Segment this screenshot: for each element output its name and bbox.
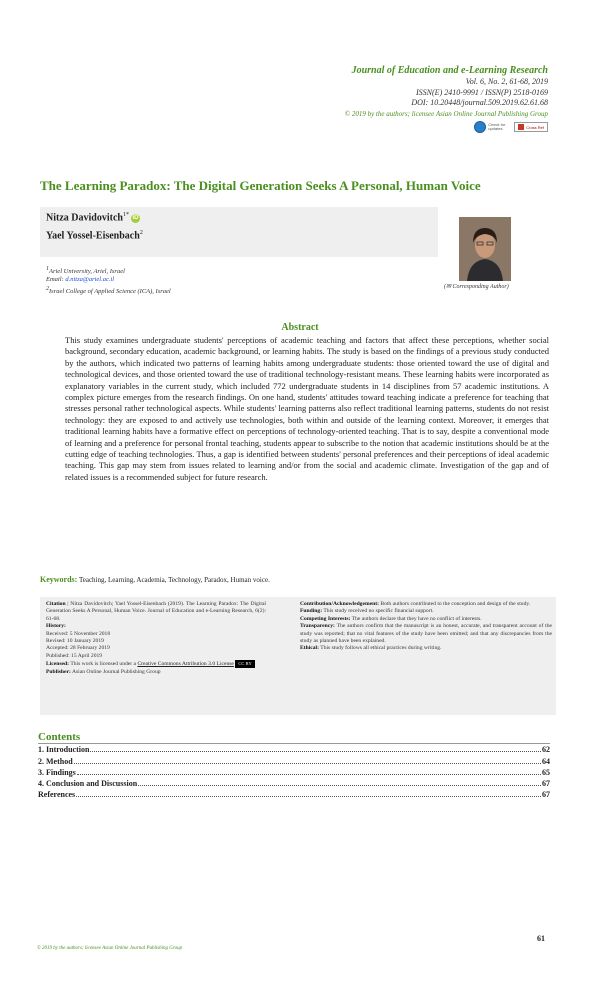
toc-leader — [76, 796, 541, 797]
affiliation-1-text: Ariel University, Ariel, Israel — [49, 268, 125, 276]
toc-item[interactable] — [38, 745, 550, 754]
funding-text: This study received no specific financial support. — [323, 608, 434, 615]
transparency — [300, 623, 552, 645]
toc-item-page: 67 — [542, 779, 550, 788]
history-label — [46, 623, 266, 630]
affiliation-2-text: Israel College of Applied Science (ICA), Israel — [49, 288, 171, 296]
paper-title: The Learning Paradox: The Digital Generation Seeks A Personal, Human Voice — [40, 178, 481, 193]
citation-text: | Nitza Davidovitch; Yael Yossel-Eisenbach (2019). The Learning Paradox: The Digital Generation Seeks A Personal, Human Voice. Journal of Education and e-Learning Research, 6(2): 61-68. — [46, 601, 266, 622]
keywords-label: Keywords: — [40, 575, 78, 584]
keywords-text: Teaching, Learning, Academia, Technology, Paradox, Human voice. — [78, 576, 270, 584]
toc-item-page: 67 — [542, 790, 550, 799]
check-updates-badge[interactable] — [474, 121, 506, 133]
crossref-label: Cross Ref — [526, 124, 544, 130]
check-updates-label: Check for updates — [488, 122, 506, 131]
corresponding-note: (✉ Corresponding Author) — [444, 284, 509, 290]
email-label: Email: — [46, 276, 64, 283]
competing-text: The authors declare that they have no conflict of interests. — [351, 615, 482, 622]
toc-item-label: 2. Method — [38, 757, 73, 766]
citation — [46, 601, 266, 623]
toc-item[interactable] — [38, 768, 550, 777]
toc-item-label: 4. Conclusion and Discussion — [38, 779, 138, 788]
crossref-badge[interactable] — [514, 122, 548, 132]
competing-label: Competing Interests: — [300, 615, 351, 622]
keywords — [40, 575, 560, 584]
journal-license: © 2019 by the authors; licensee Asian Online Journal Publishing Group — [344, 109, 548, 118]
journal-issn: ISSN(E) 2410-9991 / ISSN(P) 2518-0169 — [416, 87, 548, 97]
revised-date: Revised: 10 January 2019 — [46, 638, 104, 645]
toc-item[interactable] — [38, 790, 550, 799]
toc-leader — [74, 763, 541, 764]
licensed-label: Licensed: — [46, 661, 69, 668]
header-badges — [474, 121, 548, 133]
published-date: Published: 15 April 2019 — [46, 652, 103, 659]
history-label-text: History: — [46, 623, 66, 630]
toc-leader — [138, 785, 541, 786]
journal-doi[interactable]: DOI: 10.20448/journal.509.2019.62.61.68 — [411, 98, 548, 107]
license-link[interactable]: Creative Commons Attribution 3.0 License — [137, 661, 234, 668]
licensed-text: This work is licensed under a — [70, 661, 137, 668]
license-line — [46, 660, 266, 668]
toc-item-label: 3. Findings — [38, 768, 76, 777]
cc-by-badge[interactable]: CC BY — [235, 660, 254, 667]
footer-license: © 2019 by the authors; licensee Asian Online Journal Publishing Group — [37, 946, 183, 951]
accepted-date: Accepted: 28 February 2019 — [46, 645, 110, 652]
publisher-line — [46, 669, 266, 676]
ethical — [300, 645, 552, 652]
author-1-name: Nitza Davidovitch — [46, 212, 123, 224]
author-photo — [459, 217, 511, 281]
toc-leader — [90, 751, 541, 752]
affiliation-2: $^2$Israel College of Applied Science (ICA), Israel — [46, 286, 171, 296]
toc-item-page: 64 — [542, 757, 550, 766]
journal-title: Journal of Education and e-Learning Research — [351, 65, 548, 76]
ethical-label: Ethical: — [300, 645, 319, 652]
citation-label: Citation — [46, 601, 66, 607]
toc-item[interactable] — [38, 779, 550, 788]
contents-divider — [38, 743, 550, 744]
funding-label: Funding: — [300, 608, 323, 615]
abstract-text: This study examines undergraduate students' perceptions of academic teaching and factors that affect these perceptions, whether social background, secondary education, academic background, or learning habits. The study is based on the findings of a previous study conducted by the authors, which indicated two patterns of learning habits among undergraduate students: those oriented toward the use of digital and technological devices, and those oriented toward the use of traditional technology-resistant means. These learning habits were incorporated as explanatory variables in the current study, which included 772 undergraduate students in 14 disciplines from 57 academic institutions. A complex picture emerges from the research findings. On one hand, students' attitudes toward teaching indicate a preference for teaching that stresses personal rather technological aspects. While students' learning patterns also reflect traditional learning patterns, students do not resist technology: they are exposed to and actively use technologies, both within and outside of the learning context. Moreover, it emerges that traditional learning habits have a formative effect on perceptions of technology-oriented teaching. That is to say, despite a conventional mode of learning and a preference for personal frontal teaching, students appear to subscribe to the notion that academic institutions should be at the cutting edge of teaching technologies. Thus, a gap is identified between students' personal preferences and their perceptions of ideal academic teaching. This gap may stem from issues related to learning and/or from the social and academic climate. Investigation of the gap and of related issues is a recommended subject for future research. — [65, 335, 549, 482]
contents-heading: Contents — [38, 731, 81, 743]
author-2-sup: 2 — [139, 230, 143, 236]
email-link[interactable]: d.nitza@ariel.ac.il — [65, 276, 115, 283]
toc-item-label: References — [38, 790, 76, 799]
email-line — [46, 276, 114, 283]
toc-item-page: 62 — [542, 745, 550, 754]
crossref-icon — [518, 124, 524, 130]
transparency-label: Transparency: — [300, 623, 335, 630]
toc-item-label: 1. Introduction — [38, 745, 90, 754]
received-date: Received: 5 November 2018 — [46, 630, 111, 637]
publisher-text: Asian Online Journal Publishing Group — [71, 668, 161, 675]
affiliation-1: $^1$Ariel University, Ariel, Israel — [46, 266, 125, 276]
metadata-right — [300, 601, 552, 653]
toc-leader — [77, 774, 541, 775]
abstract-heading: Abstract — [281, 322, 319, 333]
author-photo-icon — [459, 217, 511, 281]
funding — [300, 608, 552, 615]
contribution-text: Both authors contributed to the conception and design of the study. — [380, 601, 531, 607]
orcid-icon[interactable]: iD — [132, 215, 139, 222]
author-1 — [46, 212, 140, 223]
ethical-text: This study follows all ethical practices during writing. — [320, 645, 442, 652]
journal-volume: Vol. 6, No. 2, 61-68, 2019 — [465, 77, 548, 86]
check-updates-icon — [474, 121, 486, 133]
page-number: 61 — [537, 934, 545, 943]
publisher-label: Publisher: — [46, 668, 71, 675]
toc-item-page: 65 — [542, 768, 550, 777]
author-2-name: Yael Yossel-Eisenbach — [46, 230, 140, 242]
contribution-label: Contribution/Acknowledgement: — [300, 601, 379, 607]
author-1-sup: 1* — [122, 212, 129, 218]
toc-item[interactable] — [38, 757, 550, 766]
metadata-left — [46, 601, 266, 676]
transparency-text: The authors confirm that the manuscript is an honest, accurate, and transparent account of the study was reported; that no vital features of the study have been omitted; and that any discrepancies from the study as planned have been explained. — [300, 623, 552, 645]
journal-header — [345, 64, 548, 119]
author-2 — [46, 230, 143, 241]
